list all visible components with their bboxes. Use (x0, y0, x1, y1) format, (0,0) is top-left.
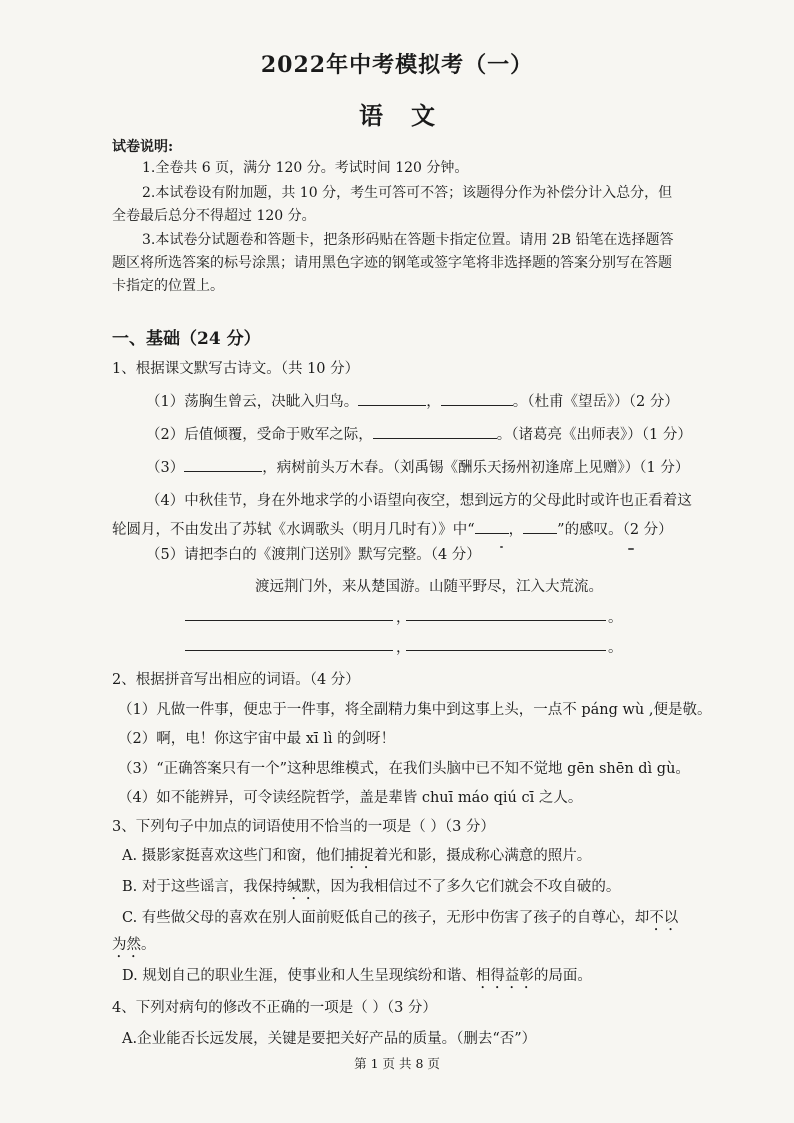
answer-line[interactable] (185, 620, 393, 621)
q1-part3 (146, 456, 689, 477)
q1-part2 (146, 423, 692, 444)
q1-part1 (146, 390, 679, 411)
instruction-item-3-line2: 题区将所选答案的标号涂黑；请用黑色字迹的钢笔或签字笔将非选择题的答案分别写在答题 (112, 255, 672, 271)
q3-option-b-text: B. 对于这些谣言，我保持 (122, 879, 287, 895)
instruction-item-3-line3: 卡指定的位置上。 (112, 278, 224, 294)
q1-part1-sep: ， (426, 394, 441, 410)
section-heading: 一、基础（24 分） (112, 329, 261, 349)
q4-stem: 4、下列对病句的修改不正确的一项是（ ）（3 分） (112, 1000, 437, 1016)
q1-part5: （5）请把李白的《渡荆门送别》默写完整。（4 分） (146, 547, 481, 563)
q1-part2-end: 。（诸葛亮《出师表》）（1 分） (496, 427, 692, 443)
q4-option-a[interactable]: A.企业能否长远发展，关键是要把关好产品的质量。（删去“否”） (122, 1031, 537, 1047)
dotted-word: 缄默 (286, 879, 316, 895)
q1-part4-text: 轮圆月，不由发出了苏轼《水调歌头（明月几时有）》中“ (112, 522, 475, 538)
q3-option-b[interactable] (122, 875, 620, 903)
dotted-word: 不以 (649, 910, 679, 926)
q2-stem: 2、根据拼音写出相应的词语。（4 分） (112, 672, 360, 688)
dotted-word: 捕捉 (344, 848, 374, 864)
answer-blank[interactable] (358, 391, 426, 406)
q3-option-c-text-end: 。 (141, 937, 156, 953)
dotted-word: 为然 (112, 937, 141, 953)
subject-title: 语文 (359, 101, 463, 130)
q3-option-d-text: D. 规划自己的职业生涯，使事业和人生呈现缤纷和谐、 (122, 968, 476, 984)
poem-sep: ， (396, 610, 411, 626)
q2-part2: （2）啊，电！你这宇宙中最 xī lì 的剑呀！ (118, 731, 396, 747)
q1-stem: 1、根据课文默写古诗文。（共 10 分） (112, 361, 360, 377)
q1-part4-line2 (112, 518, 673, 539)
poem-end: 。 (608, 640, 623, 656)
page-footer: 第 1 页 共 8 页 (354, 1056, 440, 1071)
instruction-item-2-line1: 2.本试卷设有附加题，共 10 分，考生可答可不答；该题得分作为补偿分计入总分，但 (142, 185, 673, 201)
q3-option-a-text-end: 着光和影，摄成称心满意的照片。 (373, 848, 592, 864)
answer-line[interactable] (406, 650, 606, 651)
instructions-heading: 试卷说明: (112, 139, 174, 155)
dotted-word: 相得益彰 (475, 968, 534, 984)
q3-stem: 3、下列句子中加点的词语使用不恰当的一项是（ ）（3 分） (112, 819, 495, 835)
answer-line[interactable] (406, 620, 606, 621)
q3-option-a[interactable] (122, 844, 591, 872)
poem-end: 。 (608, 610, 623, 626)
q2-part3: （3）“正确答案只有一个”这种思维模式，在我们头脑中已不知不觉地 gēn shēn dì gù。 (118, 761, 690, 777)
scan-speck (628, 548, 634, 550)
q1-part1-end: 。（杜甫《望岳》）（2 分） (512, 394, 679, 410)
q1-part3-start: （3） (146, 460, 185, 476)
q1-part1-text: （1）荡胸生曾云，决眦入归鸟。 (146, 394, 359, 410)
q3-option-a-text: A. 摄影家挺喜欢这些门和窗，他们 (122, 848, 345, 864)
poem-sep: ， (396, 640, 411, 656)
q2-part1: （1）凡做一件事，便忠于一件事，将全副精力集中到这事上头，一点不 páng wù ,便是敬。 (118, 702, 712, 718)
q3-option-c[interactable] (122, 906, 678, 934)
q3-option-c-text: C. 有些做父母的喜欢在别人面前贬低自己的孩子，无形中伤害了孩子的自尊心，却 (122, 910, 650, 926)
instruction-item-3-line1: 3.本试卷分试题卷和答题卡，把条形码贴在答题卡指定位置。请用 2B 铅笔在选择题答 (142, 232, 674, 248)
q3-option-c-line2 (112, 933, 156, 961)
answer-blank[interactable] (441, 391, 513, 406)
scan-speck (500, 546, 503, 548)
q3-option-d[interactable] (122, 964, 592, 992)
answer-blank[interactable] (523, 519, 557, 534)
q1-part4-line1: （4）中秋佳节，身在外地求学的小语望向夜空，想到远方的父母此时或许也正看着这 (146, 493, 692, 509)
q1-part5-poem: 渡远荆门外，来从楚国游。山随平野尽，江入大荒流。 (255, 579, 603, 595)
answer-blank[interactable] (373, 424, 497, 439)
q3-option-b-text-end: ，因为我相信过不了多久它们就会不攻自破的。 (315, 879, 621, 895)
exam-title: 2022年中考模拟考（一） (260, 52, 534, 78)
instruction-item-1: 1.全卷共 6 页，满分 120 分。考试时间 120 分钟。 (142, 160, 469, 176)
instruction-item-2-line2: 全卷最后总分不得超过 120 分。 (112, 208, 316, 224)
answer-blank[interactable] (475, 519, 509, 534)
answer-blank[interactable] (184, 457, 262, 472)
q1-part4-end: ”的感叹。（2 分） (557, 522, 673, 538)
q1-part3-end: ，病树前头万木春。（刘禹锡《酬乐天扬州初逢席上见赠》）（1 分） (262, 460, 690, 476)
q1-part2-text: （2）后值倾覆，受命于败军之际， (146, 427, 373, 443)
q2-part4: （4）如不能辨异，可令读经院哲学，盖是辈皆 chuī máo qiú cī 之人。 (118, 790, 583, 806)
q3-option-d-text-end: 的局面。 (533, 968, 592, 984)
answer-line[interactable] (185, 650, 393, 651)
q1-part4-sep: ， (508, 522, 524, 538)
